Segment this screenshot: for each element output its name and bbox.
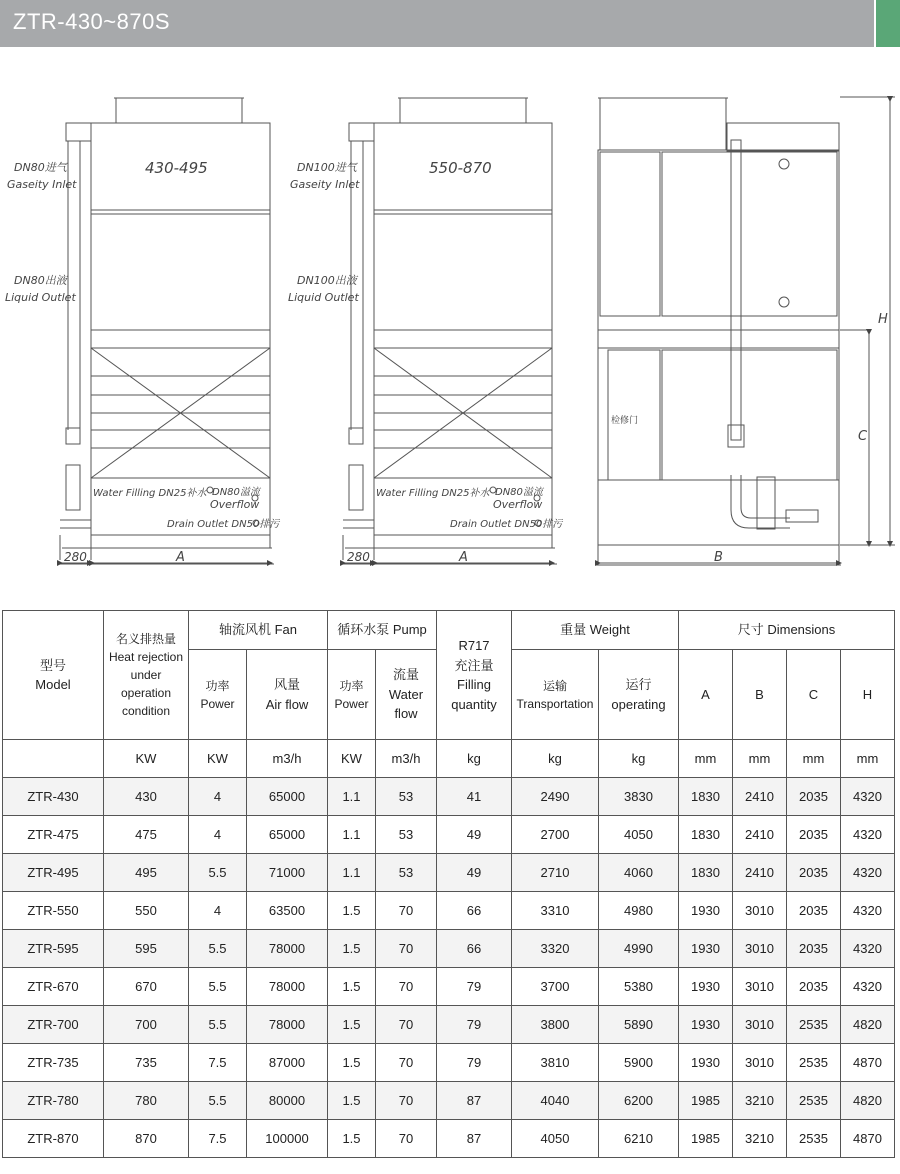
value-cell: 870 [104,1120,189,1158]
operating-header: 运行 operating [599,650,679,740]
r717-header: R717 充注量 Filling quantity [437,611,512,740]
value-cell: 780 [104,1082,189,1120]
value-cell: 1.5 [328,930,376,968]
table-row [3,892,895,930]
value-cell: 1930 [679,930,733,968]
view1-gas-inlet-cn: DN80进气 [14,161,67,174]
value-cell: 2535 [787,1120,841,1158]
table-row [3,1006,895,1044]
model-cell: ZTR-670 [3,968,104,1006]
value-cell: 1930 [679,968,733,1006]
value-cell: 70 [376,968,437,1006]
value-cell: 79 [437,1044,512,1082]
dim-a-header: A [679,650,733,740]
dim-a-view2: A [459,550,468,565]
model-cell: ZTR-475 [3,816,104,854]
model-header: 型号 Model [3,611,104,740]
value-cell: 65000 [247,816,328,854]
value-cell: 4320 [841,892,895,930]
value-cell: 2535 [787,1082,841,1120]
transportation-header: 运输 Transportation [512,650,599,740]
view2-overflow-cn: DN80溢流 [495,487,543,498]
value-cell: 495 [104,854,189,892]
dim-a-view1: A [176,550,185,565]
value-cell: 78000 [247,1006,328,1044]
value-cell: 1985 [679,1082,733,1120]
value-cell: 5.5 [189,854,247,892]
unit-cell: KW [104,740,189,778]
value-cell: 79 [437,968,512,1006]
value-cell: 1985 [679,1120,733,1158]
model-cell: ZTR-550 [3,892,104,930]
value-cell: 7.5 [189,1044,247,1082]
value-cell: 1.1 [328,854,376,892]
view1-water-filling: Water Filling DN25补水 [93,488,207,499]
value-cell: 1.1 [328,778,376,816]
value-cell: 4320 [841,778,895,816]
dim-280-view1: 280 [64,550,87,564]
value-cell: 4 [189,892,247,930]
value-cell: 2410 [733,778,787,816]
table-row [3,1082,895,1120]
value-cell: 2535 [787,1006,841,1044]
fan-group-header: 轴流风机 Fan [189,611,328,650]
value-cell: 3010 [733,892,787,930]
access-door-label: 检修门 [611,416,639,426]
value-cell: 87000 [247,1044,328,1082]
view2-gas-inlet-en: Gaseity Inlet [290,178,360,191]
value-cell: 4820 [841,1006,895,1044]
value-cell: 1.5 [328,1120,376,1158]
unit-cell: m3/h [376,740,437,778]
value-cell: 3310 [512,892,599,930]
dim-h-header: H [841,650,895,740]
dim-c-header: C [787,650,841,740]
dim-h: H [878,312,888,327]
air-flow-header: 风量 Air flow [247,650,328,740]
value-cell: 3010 [733,1044,787,1082]
value-cell: 2035 [787,778,841,816]
view2-gas-inlet-cn: DN100进气 [297,161,357,174]
value-cell: 4990 [599,930,679,968]
view2-liquid-outlet-cn: DN100出液 [297,274,357,287]
value-cell: 1.5 [328,1006,376,1044]
value-cell: 5.5 [189,1082,247,1120]
header-bar [0,0,874,47]
value-cell: 4040 [512,1082,599,1120]
value-cell: 5.5 [189,968,247,1006]
value-cell: 3010 [733,1006,787,1044]
value-cell: 700 [104,1006,189,1044]
model-cell: ZTR-735 [3,1044,104,1082]
value-cell: 430 [104,778,189,816]
value-cell: 3700 [512,968,599,1006]
value-cell: 70 [376,1120,437,1158]
table-body [3,778,895,1158]
value-cell: 65000 [247,778,328,816]
value-cell: 100000 [247,1120,328,1158]
unit-cell: KW [189,740,247,778]
value-cell: 79 [437,1006,512,1044]
view2-overflow-en: Overflow [493,498,543,511]
value-cell: 3830 [599,778,679,816]
model-cell: ZTR-780 [3,1082,104,1120]
model-cell: ZTR-430 [3,778,104,816]
value-cell: 2490 [512,778,599,816]
value-cell: 3320 [512,930,599,968]
value-cell: 735 [104,1044,189,1082]
view1-liquid-outlet-en: Liquid Outlet [5,291,76,304]
value-cell: 53 [376,816,437,854]
value-cell: 70 [376,1082,437,1120]
unit-cell: mm [787,740,841,778]
value-cell: 1.5 [328,1044,376,1082]
value-cell: 1.5 [328,892,376,930]
view1-gas-inlet-en: Gaseity Inlet [7,178,77,191]
table-row [3,1044,895,1082]
table-row [3,778,895,816]
value-cell: 7.5 [189,1120,247,1158]
value-cell: 80000 [247,1082,328,1120]
value-cell: 53 [376,778,437,816]
view1-overflow-en: Overflow [210,498,260,511]
value-cell: 49 [437,854,512,892]
table-row [3,816,895,854]
model-cell: ZTR-870 [3,1120,104,1158]
value-cell: 5.5 [189,930,247,968]
value-cell: 1.1 [328,816,376,854]
value-cell: 3010 [733,968,787,1006]
view1-overflow-cn: DN80溢流 [212,487,260,498]
specification-table [2,610,895,1158]
value-cell: 2035 [787,816,841,854]
value-cell: 53 [376,854,437,892]
value-cell: 78000 [247,930,328,968]
view2-drain-outlet: Drain Outlet DN50排污 [450,519,563,530]
value-cell: 4 [189,778,247,816]
unit-cell: kg [512,740,599,778]
value-cell: 4870 [841,1120,895,1158]
value-cell: 71000 [247,854,328,892]
water-flow-header: 流量 Water flow [376,650,437,740]
view2-liquid-outlet-en: Liquid Outlet [288,291,359,304]
value-cell: 1930 [679,1044,733,1082]
table-row [3,930,895,968]
value-cell: 41 [437,778,512,816]
value-cell: 5.5 [189,1006,247,1044]
technical-drawing [0,80,900,580]
value-cell: 3810 [512,1044,599,1082]
header-accent [876,0,900,47]
units-row [3,740,895,778]
fan-power-header: 功率 Power [189,650,247,740]
view1-drain-outlet: Drain Outlet DN50排污 [167,519,280,530]
value-cell: 70 [376,1006,437,1044]
value-cell: 66 [437,892,512,930]
value-cell: 4870 [841,1044,895,1082]
value-cell: 3210 [733,1120,787,1158]
model-cell: ZTR-700 [3,1006,104,1044]
value-cell: 4050 [512,1120,599,1158]
model-cell: ZTR-495 [3,854,104,892]
table-row [3,854,895,892]
value-cell: 4050 [599,816,679,854]
value-cell: 2710 [512,854,599,892]
value-cell: 4320 [841,854,895,892]
value-cell: 87 [437,1120,512,1158]
dim-b-header: B [733,650,787,740]
dimensions-group-header: 尺寸 Dimensions [679,611,895,650]
unit-cell-model [3,740,104,778]
value-cell: 6210 [599,1120,679,1158]
value-cell: 4060 [599,854,679,892]
value-cell: 70 [376,892,437,930]
side-view [596,97,895,565]
value-cell: 3800 [512,1006,599,1044]
dim-b: B [714,550,723,565]
pump-group-header: 循环水泵 Pump [328,611,437,650]
value-cell: 3210 [733,1082,787,1120]
value-cell: 1930 [679,892,733,930]
view1-range-label: 430-495 [145,159,208,177]
page-title: ZTR-430~870S [13,9,171,34]
model-cell: ZTR-595 [3,930,104,968]
value-cell: 2035 [787,892,841,930]
value-cell: 4980 [599,892,679,930]
value-cell: 2035 [787,968,841,1006]
view2-water-filling: Water Filling DN25补水 [376,488,490,499]
unit-cell: kg [599,740,679,778]
value-cell: 5380 [599,968,679,1006]
value-cell: 78000 [247,968,328,1006]
pump-power-header: 功率 Power [328,650,376,740]
view2-range-label: 550-870 [429,159,492,177]
unit-cell: mm [733,740,787,778]
value-cell: 4 [189,816,247,854]
value-cell: 4820 [841,1082,895,1120]
value-cell: 1830 [679,854,733,892]
value-cell: 6200 [599,1082,679,1120]
weight-group-header: 重量 Weight [512,611,679,650]
unit-cell: m3/h [247,740,328,778]
value-cell: 670 [104,968,189,1006]
heat-rejection-header: 名义排热量 Heat rejection under operation condition [104,611,189,740]
value-cell: 2535 [787,1044,841,1082]
value-cell: 2035 [787,854,841,892]
value-cell: 1.5 [328,968,376,1006]
value-cell: 4320 [841,930,895,968]
value-cell: 4320 [841,968,895,1006]
unit-cell: mm [841,740,895,778]
value-cell: 2410 [733,816,787,854]
value-cell: 1830 [679,816,733,854]
value-cell: 70 [376,1044,437,1082]
dim-c: C [858,429,868,444]
value-cell: 3010 [733,930,787,968]
view1-liquid-outlet-cn: DN80出液 [14,274,67,287]
unit-cell: mm [679,740,733,778]
value-cell: 5890 [599,1006,679,1044]
value-cell: 2035 [787,930,841,968]
value-cell: 63500 [247,892,328,930]
value-cell: 87 [437,1082,512,1120]
value-cell: 66 [437,930,512,968]
value-cell: 1830 [679,778,733,816]
value-cell: 2700 [512,816,599,854]
value-cell: 2410 [733,854,787,892]
value-cell: 1.5 [328,1082,376,1120]
value-cell: 4320 [841,816,895,854]
value-cell: 595 [104,930,189,968]
unit-cell: KW [328,740,376,778]
value-cell: 49 [437,816,512,854]
value-cell: 550 [104,892,189,930]
value-cell: 1930 [679,1006,733,1044]
unit-cell: kg [437,740,512,778]
dim-280-view2: 280 [347,550,370,564]
table-row [3,968,895,1006]
table-row [3,1120,895,1158]
value-cell: 475 [104,816,189,854]
value-cell: 5900 [599,1044,679,1082]
value-cell: 70 [376,930,437,968]
